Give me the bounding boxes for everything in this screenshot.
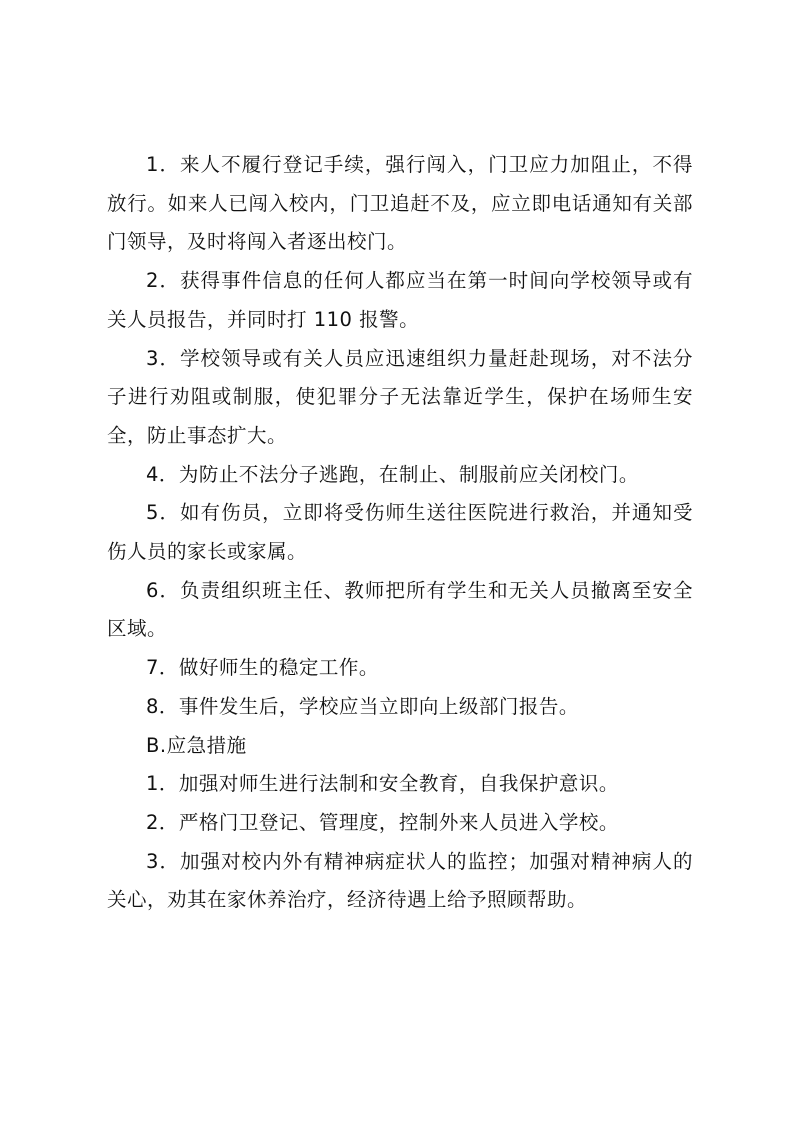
paragraph-report-superiors: 8．事件发生后，学校应当立即向上级部门报告。 bbox=[146, 694, 579, 718]
section-heading-emergency-measures: B.应急措施 bbox=[146, 733, 247, 757]
paragraph-intrusion-response: 1．来人不履行登记手续，强行闯入，门卫应力加阻止，不得放行。如来人已闯入校内，门卫追赶不及，应立即电话通知有关部门领导，及时将闯入者逐出校门。 bbox=[107, 153, 693, 254]
paragraph-evacuate: 6．负责组织班主任、教师把所有学生和无关人员撤离至安全区域。 bbox=[107, 578, 693, 641]
paragraph-rush-to-scene: 3．学校领导或有关人员应迅速组织力量赶赴现场，对不法分子进行劝阻或制服，使犯罪分子无法靠近学生，保护在场师生安全，防止事态扩大。 bbox=[107, 346, 693, 447]
paragraph-stabilize: 7．做好师生的稳定工作。 bbox=[146, 656, 379, 680]
paragraph-treat-injured: 5．如有伤员，立即将受伤师生送往医院进行救治，并通知受伤人员的家长或家属。 bbox=[107, 501, 693, 564]
paragraph-education: 1．加强对师生进行法制和安全教育，自我保护意识。 bbox=[146, 772, 619, 796]
paragraph-gate-control: 2．严格门卫登记、管理度，控制外来人员进入学校。 bbox=[146, 810, 619, 834]
paragraph-close-gate: 4．为防止不法分子逃跑，在制止、制服前应关闭校门。 bbox=[146, 462, 639, 486]
paragraph-report-police: 2．获得事件信息的任何人都应当在第一时间向学校领导或有关人员报告，并同时打 110 报警。 bbox=[107, 269, 693, 331]
document-body bbox=[107, 146, 693, 920]
paragraph-mental-health: 3．加强对校内外有精神病症状人的监控；加强对精神病人的关心，劝其在家休养治疗，经济待遇上给予照顾帮助。 bbox=[107, 849, 693, 912]
